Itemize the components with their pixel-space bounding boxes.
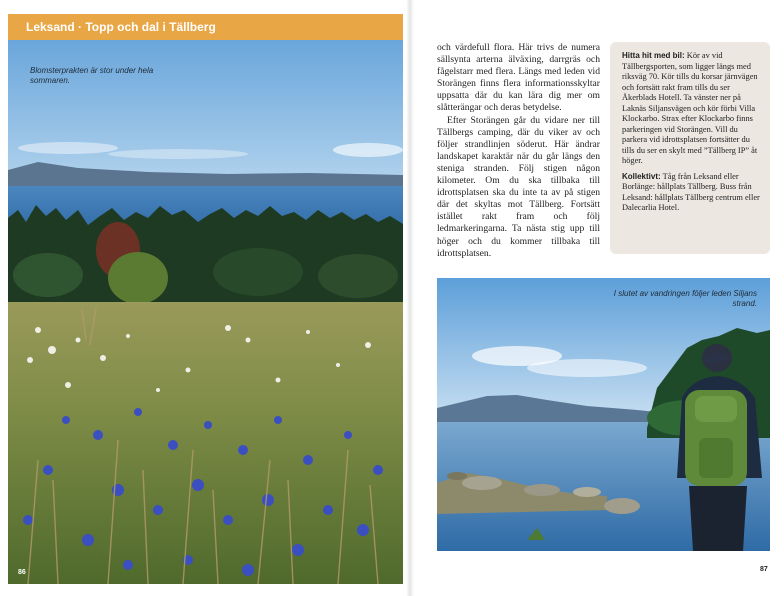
left-photo-caption: Blomsterprakten är stor under hela sommaren. <box>30 66 154 85</box>
car-directions-label: Hitta hit med bil: <box>622 51 685 60</box>
transit-directions <box>622 172 760 214</box>
right-page-number: 87 <box>760 566 768 573</box>
body-text <box>437 42 600 260</box>
left-page-number: 86 <box>18 569 26 576</box>
right-photo-caption: I slutet av vandringen följer leden Siljans strand. <box>613 289 757 308</box>
directions-info-box <box>610 42 770 254</box>
meadow-photo <box>8 40 403 584</box>
book-gutter <box>406 0 414 596</box>
car-directions-text: Kör av vid Tällbergsporten, som ligger längs med riksväg 70. Kör tills du korsar järnvägen och fortsätt rakt fram tills du ser Åkerblads Hotell. Ta vänster ner på Laknäs Siljansvägen och kör förbi Villa Klockarbo. Strax efter Klockarbo finns parkeringen vid Storängen. Vill du parkera vid idrottsplatsen fortsätter du tills du ser en skylt med ”Tällberg IP” åt höger. <box>622 51 758 165</box>
transit-text: Tåg från Leksand eller Borlänge: hållplats Tällberg. Buss från Leksand: hållplats Tällberg centrum eller Dalecarlia Hotel. <box>622 171 760 212</box>
hiker-photo <box>437 278 770 551</box>
hiker-photo-illustration <box>437 278 770 551</box>
car-directions <box>622 51 760 167</box>
body-paragraph: och värdefull flora. Här trivs de numera sällsynta arterna älväxing, darrgräs och fågelstarr med flera. Längs med leden vid Storängen finns flera informationsskyltar uppsatta där du kan lära dig mer om slåtterängar och deras betydelse. <box>437 42 600 114</box>
transit-label: Kollektivt: <box>622 171 661 181</box>
meadow-photo-illustration <box>8 40 403 584</box>
chapter-header: Leksand · Topp och dal i Tällberg <box>8 14 403 40</box>
body-paragraph: Efter Storängen går du vidare ner till Tällbergs camping, där du viker av och följer strandlinjen söderut. Här ändrar landskapet karaktär när du går längs den steniga stranden. Följ stigen någon kilometer. Om du ska tillbaka till idrottsplatsen ska du inte ta av på stigen där det skyltas mot Tällberg. Fortsätt istället rakt fram och följ ledmarkeringarna. Ta nästa stig upp till höger och du kommer tillbaka till idrottsplatsen. <box>437 114 600 259</box>
